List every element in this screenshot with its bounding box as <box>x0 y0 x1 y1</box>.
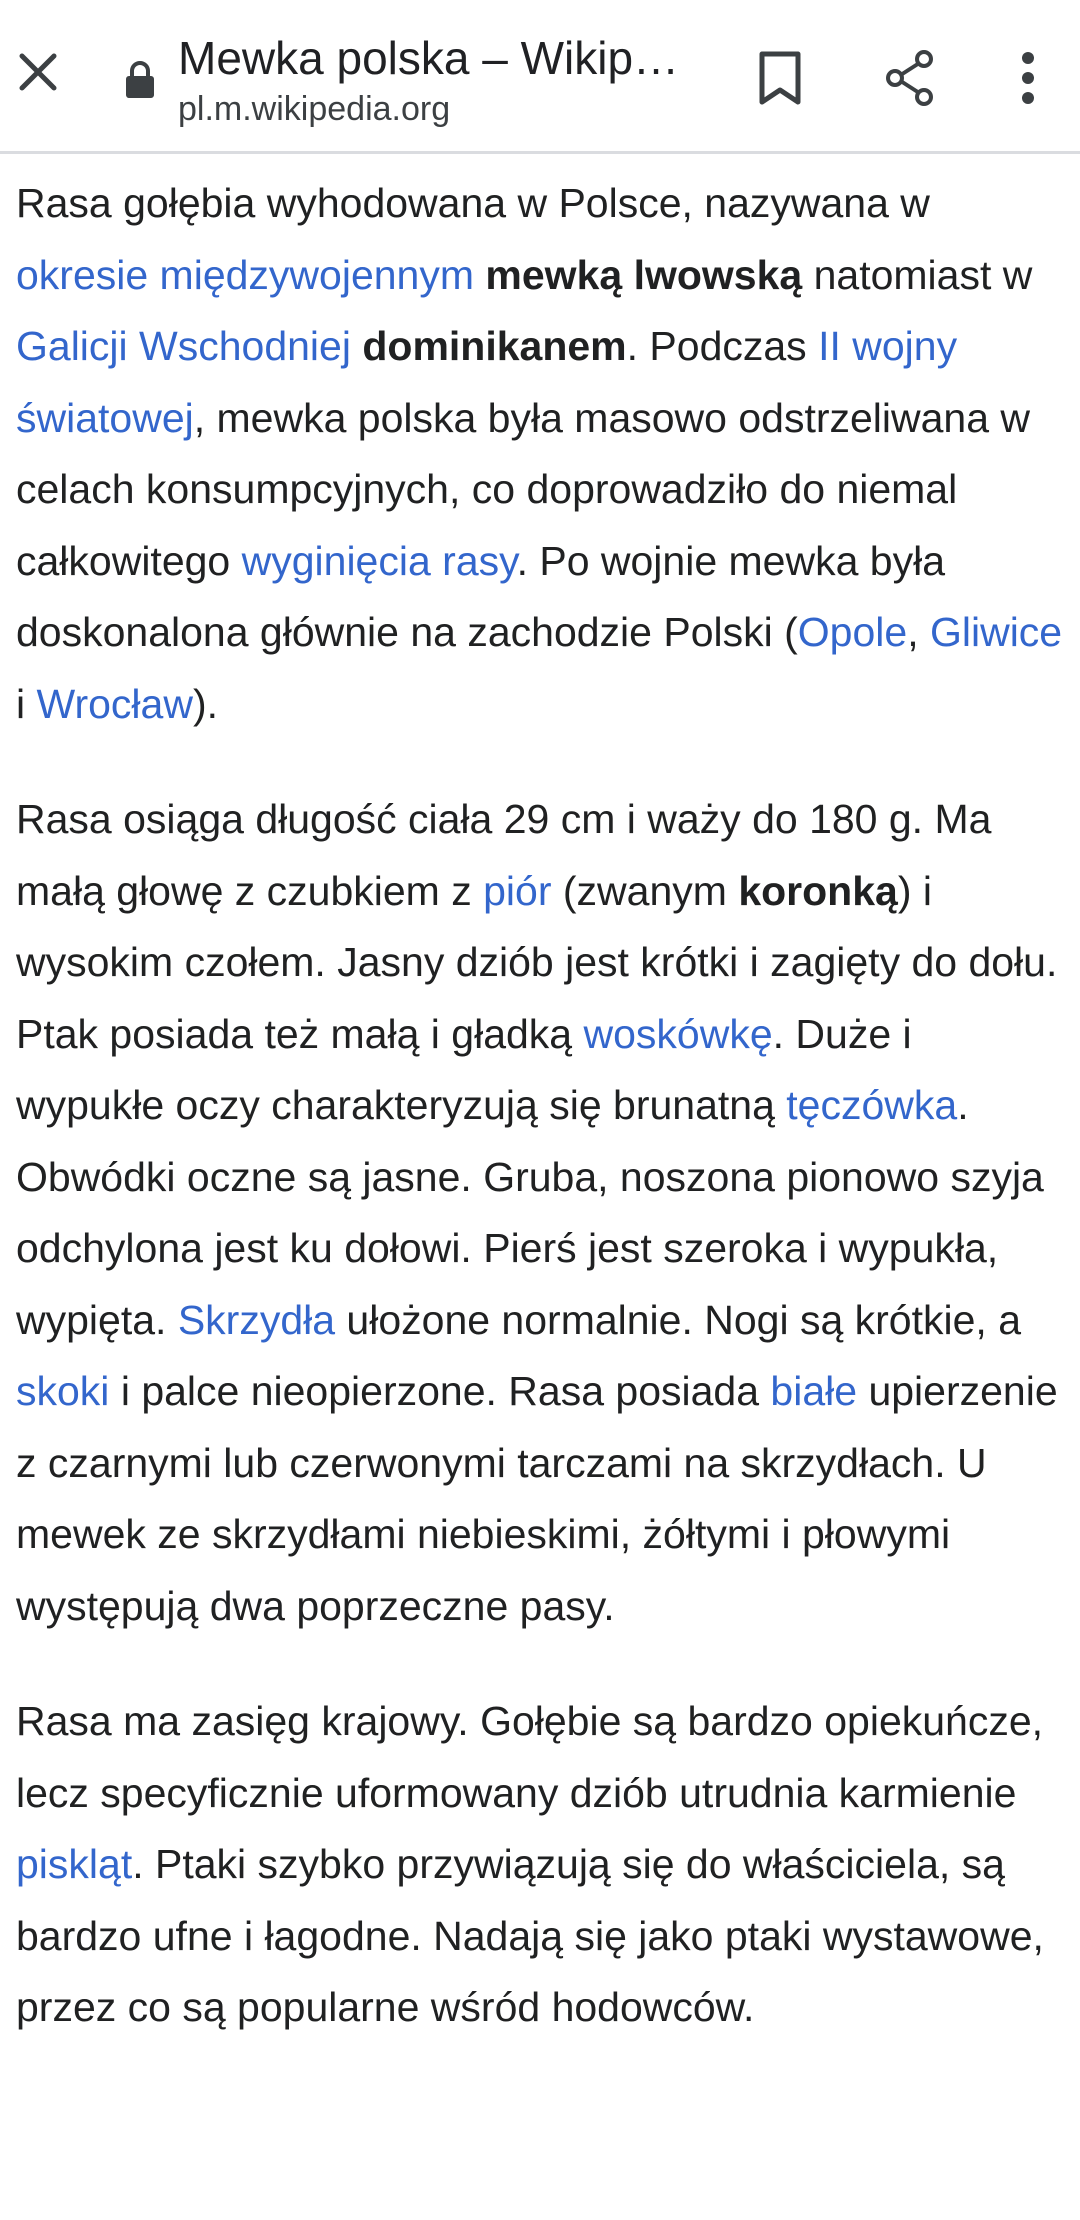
page-title-block[interactable] <box>178 28 698 130</box>
article-link[interactable]: skoki <box>16 1368 110 1414</box>
article-link[interactable]: okresie międzywojennym <box>16 251 475 298</box>
article-link[interactable]: II wojny światowej <box>16 323 958 441</box>
close-icon[interactable] <box>8 42 68 102</box>
article-link[interactable]: Wrocław <box>36 680 193 727</box>
text-run: ) i wysokim czołem. Jasny dziób jest krótki i zagięty do dołu. Ptak posiada też małą i gładką <box>16 867 1058 1057</box>
bookmark-icon[interactable] <box>745 42 815 114</box>
page-url: pl.m.wikipedia.org <box>178 90 451 128</box>
text-run: . Podczas <box>626 323 819 369</box>
text-run: . Obwódki oczne są jasne. Gruba, noszona pionowo szyja odchylona jest ku dołowi. Pierś jest szeroka i wypukła, wypięta. <box>16 1082 1044 1343</box>
article-link[interactable]: wyginięcia rasy <box>241 537 517 584</box>
text-run: . Po wojnie mewka była doskonalona głównie na zachodzie Polski ( <box>16 537 945 655</box>
more-vertical-icon[interactable] <box>1000 42 1056 114</box>
text-run: Rasa gołębia wyhodowana w Polsce, nazywana w <box>16 180 930 226</box>
article-link[interactable]: Skrzydła <box>177 1296 336 1343</box>
text-run: (zwanym <box>551 867 739 914</box>
page-title: Mewka polska – Wikip… <box>178 32 680 84</box>
article-link[interactable]: Gliwice <box>929 609 1063 655</box>
text-run: ). <box>192 680 218 727</box>
text-run: i palce nieopierzone. Rasa posiada <box>109 1368 771 1414</box>
article-link[interactable]: piskląt <box>16 1841 133 1887</box>
text-run: natomiast w <box>802 251 1033 298</box>
article-link[interactable]: tęczówka <box>786 1082 958 1128</box>
text-run: Rasa ma zasięg krajowy. Gołębie są bardzo opiekuńcze, lecz specyficznie uformowany dziób utrudnia karmienie <box>16 1698 1044 1816</box>
text-run: i <box>16 680 37 727</box>
article-content <box>16 168 1066 2088</box>
article-link[interactable]: Opole <box>797 609 908 655</box>
share-icon[interactable] <box>870 42 950 114</box>
text-run: ułożone normalnie. Nogi są krótkie, a <box>335 1296 1022 1343</box>
bold-term: dominikanem <box>362 323 627 369</box>
lock-icon <box>122 58 158 102</box>
browser-toolbar <box>0 0 1080 154</box>
text-run <box>351 323 362 369</box>
bold-term: mewką lwowską <box>485 251 803 298</box>
paragraph <box>16 168 1066 740</box>
text-run: Rasa osiąga długość ciała 29 cm i waży do 180 g. Ma małą głowę z czubkiem z <box>16 796 992 914</box>
text-run: . Duże i wypukłe oczy charakteryzują się brunatną <box>16 1010 912 1128</box>
article-link[interactable]: białe <box>770 1368 858 1414</box>
text-run: upierzenie z czarnymi lub czerwonymi tarczami na skrzydłach. U mewek ze skrzydłami niebieskimi, żółtymi i płowymi występują dwa poprzeczne pasy. <box>16 1368 1058 1629</box>
article-link[interactable]: piór <box>483 867 552 914</box>
paragraph <box>16 1686 1066 2044</box>
text-run: , <box>907 609 930 655</box>
article-link[interactable]: woskówkę <box>583 1010 773 1057</box>
text-run: . Ptaki szybko przywiązują się do właściciela, są bardzo ufne i łagodne. Nadają się jako ptaki wystawowe, przez co są popularne wśród hodowców. <box>16 1841 1044 2030</box>
text-run: , mewka polska była masowo odstrzeliwana w celach konsumpcyjnych, co doprowadziło do niemal całkowitego <box>16 394 1031 584</box>
bold-term: koronką <box>738 867 898 914</box>
paragraph <box>16 784 1066 1642</box>
text-run <box>474 252 485 298</box>
article-link[interactable]: Galicji Wschodniej <box>16 323 351 369</box>
